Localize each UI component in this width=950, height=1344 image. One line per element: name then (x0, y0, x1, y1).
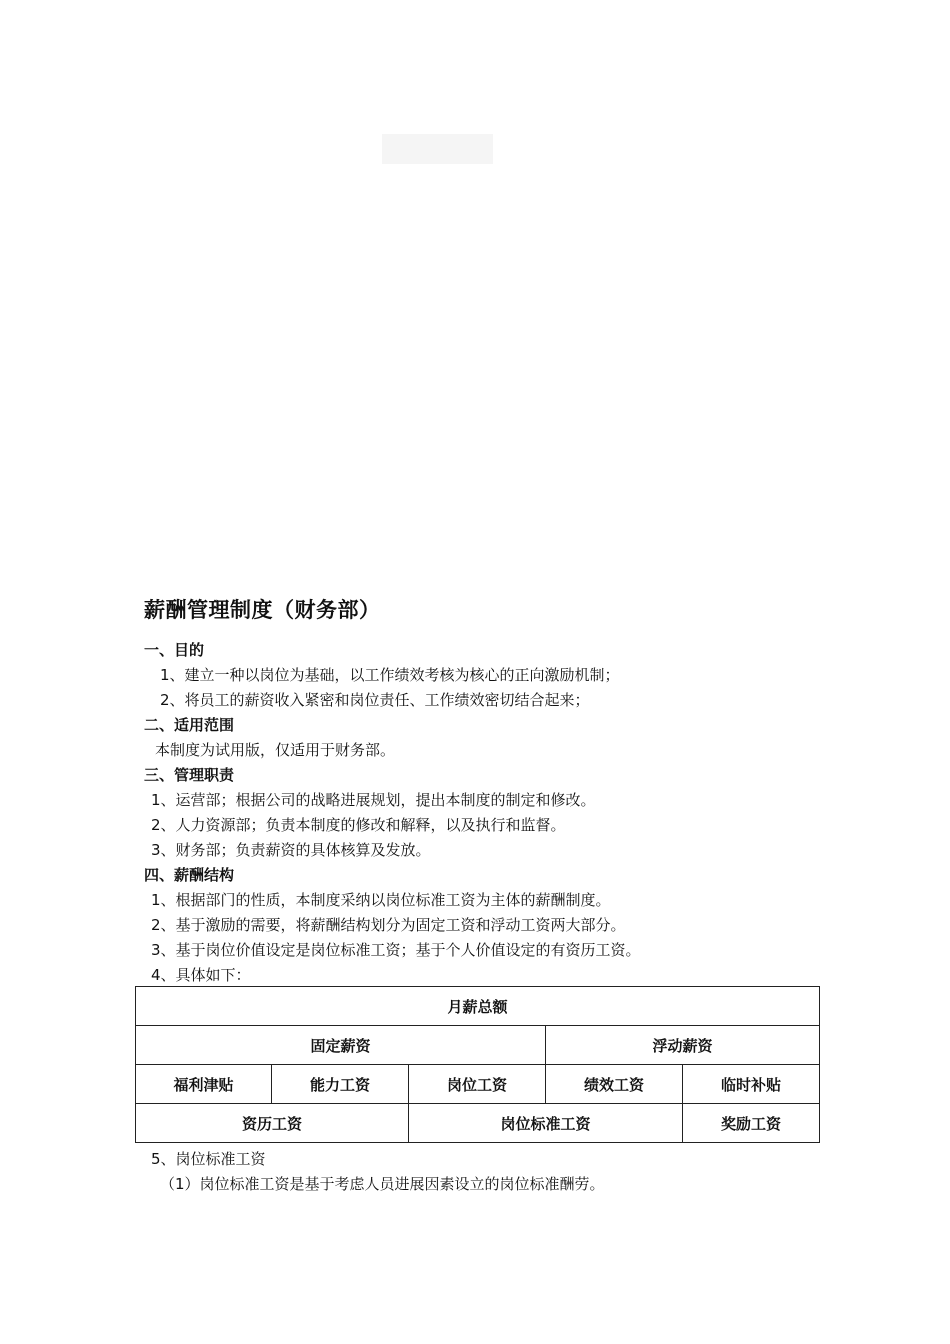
section-heading-purpose: 一、目的 (144, 641, 205, 659)
list-item: （1）岗位标准工资是基于考虑人员进展因素设立的岗位标准酬劳。 (160, 1175, 605, 1193)
list-item: 4、具体如下： (151, 966, 251, 984)
table-cell-total: 月薪总额 (136, 987, 820, 1026)
section-heading-scope: 二、适用范围 (144, 716, 235, 734)
list-item: 1、建立一种以岗位为基础，以工作绩效考核为核心的正向激励机制； (160, 666, 620, 684)
table-cell: 绩效工资 (546, 1065, 683, 1104)
document-title: 薪酬管理制度（财务部） (144, 598, 381, 622)
list-item: 1、运营部；根据公司的战略进展规划，提出本制度的制定和修改。 (151, 791, 596, 809)
list-item: 3、基于岗位价值设定是岗位标准工资；基于个人价值设定的有资历工资。 (151, 941, 641, 959)
table-cell-fixed: 固定薪资 (136, 1026, 546, 1065)
blank-placeholder-box (382, 134, 493, 164)
list-item: 3、财务部；负责薪资的具体核算及发放。 (151, 841, 431, 859)
table-row (136, 987, 820, 1026)
table-cell: 岗位工资 (409, 1065, 546, 1104)
list-item: 2、基于激励的需要，将薪酬结构划分为固定工资和浮动工资两大部分。 (151, 916, 626, 934)
table-cell: 能力工资 (272, 1065, 409, 1104)
table-cell: 岗位标准工资 (409, 1104, 683, 1143)
list-item: 1、根据部门的性质，本制度采纳以岗位标准工资为主体的薪酬制度。 (151, 891, 611, 909)
table-cell: 奖励工资 (683, 1104, 820, 1143)
list-item: 2、将员工的薪资收入紧密和岗位责任、工作绩效密切结合起来； (160, 691, 590, 709)
table-row (136, 1104, 820, 1143)
table-row (136, 1026, 820, 1065)
table-row (136, 1065, 820, 1104)
salary-structure-table (135, 986, 820, 1143)
table-cell: 福利津贴 (136, 1065, 272, 1104)
list-item: 本制度为试用版，仅适用于财务部。 (155, 741, 396, 759)
section-heading-structure: 四、薪酬结构 (144, 866, 235, 884)
section-heading-responsibilities: 三、管理职责 (144, 766, 235, 784)
table-cell-floating: 浮动薪资 (546, 1026, 820, 1065)
table-cell: 资历工资 (136, 1104, 409, 1143)
list-item: 2、人力资源部；负责本制度的修改和解释，以及执行和监督。 (151, 816, 566, 834)
table-cell: 临时补贴 (683, 1065, 820, 1104)
list-item: 5、岗位标准工资 (151, 1150, 266, 1168)
